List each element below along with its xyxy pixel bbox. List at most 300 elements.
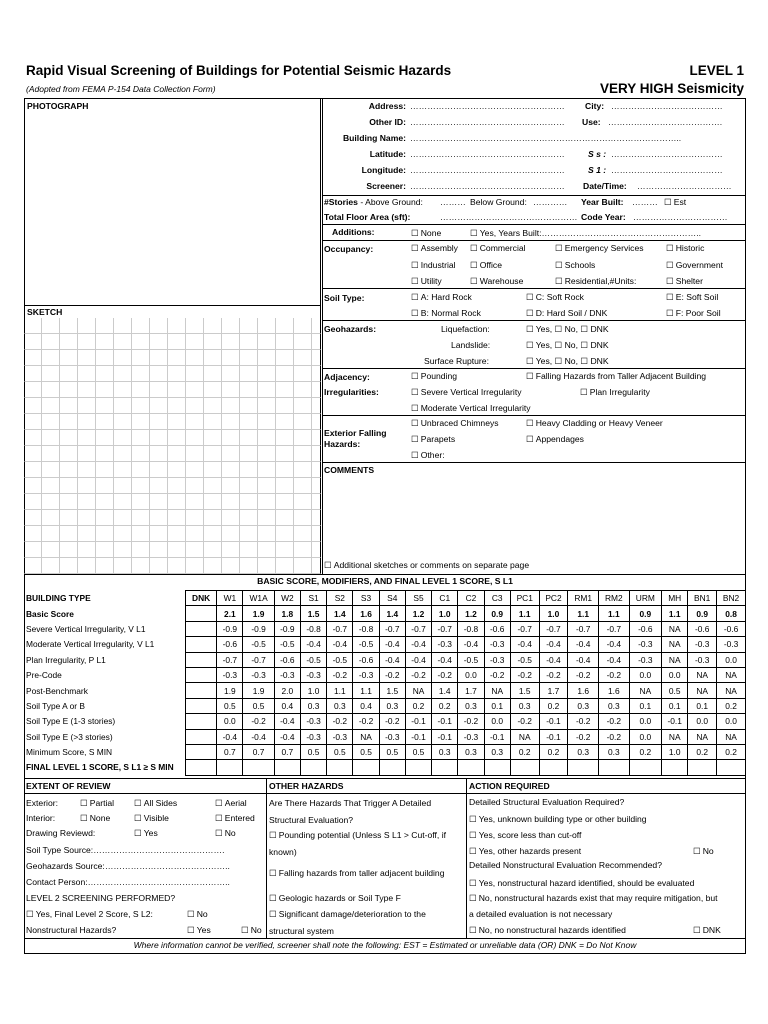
score-cell[interactable]: -0.2 bbox=[353, 714, 379, 729]
score-cell[interactable]: NA bbox=[629, 683, 662, 698]
soil-b[interactable]: ☐ B: Normal Rock bbox=[411, 308, 481, 319]
score-cell[interactable]: -0.4 bbox=[379, 652, 405, 667]
score-cell[interactable]: -0.9 bbox=[217, 621, 243, 636]
score-cell[interactable]: -0.7 bbox=[598, 621, 629, 636]
score-cell[interactable]: -0.3 bbox=[243, 667, 274, 682]
score-cell[interactable]: 0.0 bbox=[662, 667, 688, 682]
score-cell[interactable]: -0.2 bbox=[568, 667, 599, 682]
score-cell[interactable]: 1.6 bbox=[353, 606, 379, 621]
ext-parapets[interactable]: ☐ Parapets bbox=[411, 434, 455, 445]
score-cell[interactable]: -0.2 bbox=[458, 714, 484, 729]
action-b3-dnk[interactable]: ☐ DNK bbox=[693, 925, 721, 936]
score-cell[interactable]: 0.2 bbox=[539, 744, 568, 759]
score-cell[interactable]: 1.0 bbox=[662, 744, 688, 759]
score-cell[interactable]: 0.1 bbox=[662, 698, 688, 713]
ext-cladding[interactable]: ☐ Heavy Cladding or Heavy Veneer bbox=[526, 418, 663, 429]
score-cell[interactable]: NA bbox=[717, 667, 746, 682]
review-drawing-yes[interactable]: ☐ Yes bbox=[134, 828, 158, 839]
review-entered[interactable]: ☐ Entered bbox=[215, 813, 255, 824]
type-header-s3[interactable]: S3 bbox=[353, 591, 379, 606]
score-cell[interactable]: 1.4 bbox=[379, 606, 405, 621]
score-cell[interactable]: -0.3 bbox=[458, 729, 484, 744]
score-cell[interactable]: 1.4 bbox=[432, 683, 458, 698]
score-cell[interactable]: NA bbox=[484, 683, 510, 698]
est-checkbox[interactable]: ☐ Est bbox=[664, 197, 686, 208]
score-cell[interactable]: -0.6 bbox=[484, 621, 510, 636]
score-cell[interactable]: NA bbox=[405, 683, 431, 698]
type-header-w1[interactable]: W1 bbox=[217, 591, 243, 606]
score-cell[interactable]: -0.3 bbox=[629, 652, 662, 667]
irr-moderate[interactable]: ☐ Moderate Vertical Irregularity bbox=[411, 403, 531, 414]
score-cell[interactable]: -0.6 bbox=[688, 621, 717, 636]
score-cell[interactable]: -0.5 bbox=[353, 637, 379, 652]
s1-field[interactable]: ………………………………… bbox=[611, 165, 723, 175]
score-cell[interactable]: 0.1 bbox=[629, 698, 662, 713]
score-cell[interactable]: NA bbox=[662, 637, 688, 652]
type-header-w2[interactable]: W2 bbox=[274, 591, 300, 606]
score-cell[interactable]: -0.2 bbox=[568, 714, 599, 729]
occ-commercial[interactable]: ☐ Commercial bbox=[470, 243, 526, 254]
score-cell[interactable]: NA bbox=[662, 621, 688, 636]
score-cell[interactable]: -0.4 bbox=[274, 729, 300, 744]
action-a2[interactable]: ☐ Yes, score less than cut-off bbox=[469, 830, 581, 841]
review-partial[interactable]: ☐ Partial bbox=[80, 798, 114, 809]
score-cell[interactable]: 0.5 bbox=[353, 744, 379, 759]
score-cell[interactable]: -0.1 bbox=[484, 729, 510, 744]
score-cell[interactable]: 0.2 bbox=[629, 744, 662, 759]
score-cell[interactable]: 1.5 bbox=[379, 683, 405, 698]
score-cell[interactable]: -0.4 bbox=[405, 637, 431, 652]
score-cell[interactable]: -0.3 bbox=[327, 729, 353, 744]
type-header-c1[interactable]: C1 bbox=[432, 591, 458, 606]
final-score-cell[interactable] bbox=[539, 760, 568, 775]
score-cell[interactable]: -0.4 bbox=[568, 637, 599, 652]
score-cell[interactable]: 0.3 bbox=[484, 744, 510, 759]
level2-yes[interactable]: ☐ Yes, Final Level 2 Score, S L2: bbox=[26, 909, 153, 920]
occ-shelter[interactable]: ☐ Shelter bbox=[666, 276, 703, 287]
final-score-cell[interactable] bbox=[274, 760, 300, 775]
score-cell[interactable]: NA bbox=[688, 667, 717, 682]
score-cell[interactable]: 0.0 bbox=[458, 667, 484, 682]
action-a3-no[interactable]: ☐ No bbox=[693, 846, 714, 857]
occ-schools[interactable]: ☐ Schools bbox=[555, 260, 595, 271]
score-cell[interactable]: 0.3 bbox=[598, 698, 629, 713]
type-header-urm[interactable]: URM bbox=[629, 591, 662, 606]
other-falling[interactable]: ☐ Falling hazards from taller adjacent building bbox=[269, 868, 444, 879]
ext-chimneys[interactable]: ☐ Unbraced Chimneys bbox=[411, 418, 499, 429]
type-header-pc2[interactable]: PC2 bbox=[539, 591, 568, 606]
type-header-s5[interactable]: S5 bbox=[405, 591, 431, 606]
review-visible[interactable]: ☐ Visible bbox=[134, 813, 169, 824]
score-cell[interactable]: -0.5 bbox=[458, 652, 484, 667]
use-field[interactable]: …………………………………. bbox=[608, 117, 723, 127]
score-cell[interactable]: 0.2 bbox=[688, 744, 717, 759]
score-cell[interactable]: 1.9 bbox=[243, 606, 274, 621]
score-cell[interactable]: -0.2 bbox=[327, 667, 353, 682]
other-damage[interactable]: ☐ Significant damage/deterioration to the bbox=[269, 909, 426, 920]
score-cell[interactable]: -0.7 bbox=[568, 621, 599, 636]
score-cell[interactable]: -0.7 bbox=[405, 621, 431, 636]
score-cell[interactable]: 1.0 bbox=[539, 606, 568, 621]
score-cell[interactable]: -0.4 bbox=[379, 637, 405, 652]
score-cell[interactable]: NA bbox=[353, 729, 379, 744]
type-header-rm1[interactable]: RM1 bbox=[568, 591, 599, 606]
score-cell[interactable]: 0.0 bbox=[629, 729, 662, 744]
score-cell[interactable]: -0.3 bbox=[353, 667, 379, 682]
score-cell[interactable]: 0.5 bbox=[379, 744, 405, 759]
score-cell[interactable]: 0.9 bbox=[688, 606, 717, 621]
score-cell[interactable]: -0.4 bbox=[327, 637, 353, 652]
score-cell[interactable]: -0.7 bbox=[217, 652, 243, 667]
score-cell[interactable]: 0.3 bbox=[598, 744, 629, 759]
additions-none[interactable]: ☐ None bbox=[411, 228, 441, 239]
review-drawing-no[interactable]: ☐ No bbox=[215, 828, 236, 839]
score-cell[interactable]: 1.1 bbox=[353, 683, 379, 698]
score-cell[interactable]: 0.1 bbox=[688, 698, 717, 713]
score-cell[interactable]: -0.3 bbox=[688, 652, 717, 667]
final-score-cell[interactable] bbox=[353, 760, 379, 775]
score-cell[interactable]: -0.1 bbox=[662, 714, 688, 729]
type-header-s2[interactable]: S2 bbox=[327, 591, 353, 606]
score-cell[interactable]: -0.7 bbox=[379, 621, 405, 636]
type-header-bn1[interactable]: BN1 bbox=[688, 591, 717, 606]
score-cell[interactable]: -0.4 bbox=[274, 714, 300, 729]
final-score-cell[interactable] bbox=[510, 760, 539, 775]
score-cell[interactable]: 1.0 bbox=[300, 683, 326, 698]
score-cell[interactable]: -0.5 bbox=[327, 652, 353, 667]
score-cell[interactable]: -0.3 bbox=[379, 729, 405, 744]
additions-yes[interactable]: ☐ Yes, Years Built:……………………………………………….. bbox=[470, 228, 701, 239]
score-cell[interactable]: -0.2 bbox=[598, 729, 629, 744]
level2-no[interactable]: ☐ No bbox=[187, 909, 208, 920]
score-cell[interactable]: -0.2 bbox=[568, 729, 599, 744]
address-field[interactable]: ……………………………………………… bbox=[410, 101, 565, 111]
score-cell[interactable]: -0.1 bbox=[405, 729, 431, 744]
score-cell[interactable]: 0.3 bbox=[300, 698, 326, 713]
score-cell[interactable]: -0.2 bbox=[510, 667, 539, 682]
score-cell[interactable]: -0.2 bbox=[432, 667, 458, 682]
score-cell[interactable]: -0.7 bbox=[327, 621, 353, 636]
surface-rupture-options[interactable]: ☐ Yes, ☐ No, ☐ DNK bbox=[526, 356, 609, 367]
score-cell[interactable]: -0.1 bbox=[539, 729, 568, 744]
score-cell[interactable]: -0.2 bbox=[243, 714, 274, 729]
score-cell[interactable]: -0.3 bbox=[217, 667, 243, 682]
score-cell[interactable]: -0.3 bbox=[300, 729, 326, 744]
irr-severe[interactable]: ☐ Severe Vertical Irregularity bbox=[411, 387, 522, 398]
score-cell[interactable]: 0.7 bbox=[243, 744, 274, 759]
final-score-cell[interactable] bbox=[458, 760, 484, 775]
review-all-sides[interactable]: ☐ All Sides bbox=[134, 798, 177, 809]
score-cell[interactable]: -0.2 bbox=[510, 714, 539, 729]
score-cell[interactable]: -0.4 bbox=[300, 637, 326, 652]
score-cell[interactable]: 0.0 bbox=[688, 714, 717, 729]
floor-area-field[interactable]: ………………………………………… bbox=[440, 212, 578, 222]
final-score-cell[interactable] bbox=[662, 760, 688, 775]
score-cell[interactable]: -0.1 bbox=[539, 714, 568, 729]
score-cell[interactable]: -0.4 bbox=[432, 652, 458, 667]
occ-residential[interactable]: ☐ Residential,#Units: bbox=[555, 276, 636, 287]
score-cell[interactable]: 2.1 bbox=[217, 606, 243, 621]
score-cell[interactable]: 1.9 bbox=[217, 683, 243, 698]
score-cell[interactable]: 0.7 bbox=[217, 744, 243, 759]
final-score-cell[interactable] bbox=[629, 760, 662, 775]
score-cell[interactable]: 0.5 bbox=[243, 698, 274, 713]
type-header-w1a[interactable]: W1A bbox=[243, 591, 274, 606]
city-field[interactable]: ………………………………… bbox=[611, 101, 723, 111]
score-cell[interactable]: -0.2 bbox=[598, 714, 629, 729]
building-name-field[interactable]: ………………………………………………………………………………….. bbox=[410, 133, 682, 143]
score-cell[interactable]: 1.5 bbox=[300, 606, 326, 621]
score-cell[interactable]: -0.2 bbox=[379, 667, 405, 682]
score-cell[interactable]: 0.5 bbox=[405, 744, 431, 759]
sketch-grid[interactable] bbox=[24, 318, 321, 574]
score-cell[interactable]: 0.3 bbox=[458, 744, 484, 759]
score-cell[interactable]: 1.7 bbox=[539, 683, 568, 698]
soil-f[interactable]: ☐ F: Poor Soil bbox=[666, 308, 721, 319]
occ-office[interactable]: ☐ Office bbox=[470, 260, 502, 271]
ext-appendages[interactable]: ☐ Appendages bbox=[526, 434, 584, 445]
score-cell[interactable]: 0.0 bbox=[217, 714, 243, 729]
score-cell[interactable]: NA bbox=[688, 729, 717, 744]
action-b3[interactable]: ☐ No, no nonstructural hazards identified bbox=[469, 925, 626, 936]
final-score-cell[interactable] bbox=[405, 760, 431, 775]
irr-plan[interactable]: ☐ Plan Irregularity bbox=[580, 387, 650, 398]
occ-historic[interactable]: ☐ Historic bbox=[666, 243, 704, 254]
score-cell[interactable]: 0.5 bbox=[300, 744, 326, 759]
score-cell[interactable]: -0.2 bbox=[327, 714, 353, 729]
score-cell[interactable]: -0.5 bbox=[510, 652, 539, 667]
score-cell[interactable]: -0.4 bbox=[217, 729, 243, 744]
score-cell[interactable]: 0.0 bbox=[629, 667, 662, 682]
score-cell[interactable]: 1.8 bbox=[274, 606, 300, 621]
ss-field[interactable]: ………………………………… bbox=[611, 149, 723, 159]
latitude-field[interactable]: ……………………………………………… bbox=[410, 149, 565, 159]
score-cell[interactable]: 0.2 bbox=[405, 698, 431, 713]
other-geologic[interactable]: ☐ Geologic hazards or Soil Type F bbox=[269, 893, 401, 904]
score-cell[interactable]: -0.5 bbox=[300, 652, 326, 667]
score-cell[interactable]: -0.4 bbox=[243, 729, 274, 744]
type-header-pc1[interactable]: PC1 bbox=[510, 591, 539, 606]
final-score-cell[interactable] bbox=[717, 760, 746, 775]
soil-source[interactable]: Soil Type Source:………………………………………. bbox=[26, 845, 225, 855]
other-id-field[interactable]: ……………………………………………… bbox=[410, 117, 565, 127]
score-cell[interactable]: 1.1 bbox=[662, 606, 688, 621]
type-header-c2[interactable]: C2 bbox=[458, 591, 484, 606]
score-cell[interactable]: -0.4 bbox=[598, 637, 629, 652]
score-cell[interactable]: 0.8 bbox=[717, 606, 746, 621]
occ-emergency[interactable]: ☐ Emergency Services bbox=[555, 243, 644, 254]
score-cell[interactable]: -0.3 bbox=[484, 652, 510, 667]
score-cell[interactable]: -0.5 bbox=[243, 637, 274, 652]
type-header-s4[interactable]: S4 bbox=[379, 591, 405, 606]
review-none[interactable]: ☐ None bbox=[80, 813, 110, 824]
score-cell[interactable]: -0.6 bbox=[353, 652, 379, 667]
longitude-field[interactable]: ……………………………………………… bbox=[410, 165, 565, 175]
score-cell[interactable]: 0.9 bbox=[484, 606, 510, 621]
score-cell[interactable]: -0.4 bbox=[510, 637, 539, 652]
score-cell[interactable]: -0.5 bbox=[274, 637, 300, 652]
final-score-cell[interactable] bbox=[379, 760, 405, 775]
score-cell[interactable]: NA bbox=[717, 729, 746, 744]
final-score-cell[interactable] bbox=[432, 760, 458, 775]
final-score-cell[interactable] bbox=[598, 760, 629, 775]
score-cell[interactable]: -0.3 bbox=[688, 637, 717, 652]
score-cell[interactable]: 2.0 bbox=[274, 683, 300, 698]
score-cell[interactable]: -0.3 bbox=[717, 637, 746, 652]
score-cell[interactable]: -0.9 bbox=[243, 621, 274, 636]
soil-e[interactable]: ☐ E: Soft Soil bbox=[666, 292, 718, 303]
score-cell[interactable]: -0.3 bbox=[274, 667, 300, 682]
score-cell[interactable]: -0.2 bbox=[405, 667, 431, 682]
score-cell[interactable]: 0.0 bbox=[484, 714, 510, 729]
score-cell[interactable]: 1.0 bbox=[432, 606, 458, 621]
score-cell[interactable]: 1.6 bbox=[568, 683, 599, 698]
final-score-cell[interactable] bbox=[243, 760, 274, 775]
score-cell[interactable]: -0.2 bbox=[539, 667, 568, 682]
score-cell[interactable]: -0.2 bbox=[379, 714, 405, 729]
final-score-cell[interactable] bbox=[484, 760, 510, 775]
type-header-rm2[interactable]: RM2 bbox=[598, 591, 629, 606]
adj-falling[interactable]: ☐ Falling Hazards from Taller Adjacent Building bbox=[526, 371, 706, 382]
score-cell[interactable]: 1.9 bbox=[243, 683, 274, 698]
score-cell[interactable]: 0.5 bbox=[662, 683, 688, 698]
score-cell[interactable]: -0.1 bbox=[432, 729, 458, 744]
below-ground-field[interactable]: ………… bbox=[533, 197, 568, 207]
score-cell[interactable]: 0.9 bbox=[629, 606, 662, 621]
liquefaction-options[interactable]: ☐ Yes, ☐ No, ☐ DNK bbox=[526, 324, 609, 335]
score-cell[interactable]: -0.7 bbox=[432, 621, 458, 636]
datetime-field[interactable]: …………………………… bbox=[637, 181, 732, 191]
score-cell[interactable]: 0.3 bbox=[379, 698, 405, 713]
score-cell[interactable]: 0.2 bbox=[432, 698, 458, 713]
score-cell[interactable]: 0.1 bbox=[484, 698, 510, 713]
type-header-c3[interactable]: C3 bbox=[484, 591, 510, 606]
score-cell[interactable]: -0.7 bbox=[539, 621, 568, 636]
occ-government[interactable]: ☐ Government bbox=[666, 260, 723, 271]
occ-assembly[interactable]: ☐ Assembly bbox=[411, 243, 458, 254]
score-cell[interactable]: -0.4 bbox=[539, 652, 568, 667]
geo-source[interactable]: Geohazards Source:…………………………………….. bbox=[26, 861, 230, 871]
occ-industrial[interactable]: ☐ Industrial bbox=[411, 260, 456, 271]
final-score-cell[interactable] bbox=[688, 760, 717, 775]
score-cell[interactable]: -0.3 bbox=[432, 637, 458, 652]
score-cell[interactable]: -0.4 bbox=[568, 652, 599, 667]
score-cell[interactable]: 1.1 bbox=[598, 606, 629, 621]
nonstructural-yes[interactable]: ☐ Yes bbox=[187, 925, 211, 936]
score-cell[interactable]: 0.2 bbox=[539, 698, 568, 713]
type-header-bn2[interactable]: BN2 bbox=[717, 591, 746, 606]
year-built-field[interactable]: ……… bbox=[632, 197, 658, 207]
score-cell[interactable]: 0.7 bbox=[274, 744, 300, 759]
score-cell[interactable]: -0.9 bbox=[274, 621, 300, 636]
score-cell[interactable]: -0.2 bbox=[484, 667, 510, 682]
occ-utility[interactable]: ☐ Utility bbox=[411, 276, 442, 287]
score-cell[interactable]: -0.3 bbox=[484, 637, 510, 652]
score-cell[interactable]: 0.3 bbox=[327, 698, 353, 713]
soil-d[interactable]: ☐ D: Hard Soil / DNK bbox=[526, 308, 607, 319]
score-cell[interactable]: 0.0 bbox=[717, 714, 746, 729]
score-cell[interactable]: 0.0 bbox=[717, 652, 746, 667]
score-cell[interactable]: 1.2 bbox=[405, 606, 431, 621]
score-cell[interactable]: 1.7 bbox=[458, 683, 484, 698]
final-score-cell[interactable] bbox=[217, 760, 243, 775]
adj-pounding[interactable]: ☐ Pounding bbox=[411, 371, 457, 382]
score-cell[interactable]: -0.3 bbox=[629, 637, 662, 652]
score-cell[interactable]: -0.1 bbox=[405, 714, 431, 729]
score-cell[interactable]: -0.1 bbox=[432, 714, 458, 729]
score-cell[interactable]: -0.8 bbox=[300, 621, 326, 636]
score-cell[interactable]: 0.5 bbox=[217, 698, 243, 713]
contact-person[interactable]: Contact Person:………………………………………….. bbox=[26, 877, 230, 887]
score-cell[interactable]: NA bbox=[662, 652, 688, 667]
score-cell[interactable]: -0.6 bbox=[217, 637, 243, 652]
soil-c[interactable]: ☐ C: Soft Rock bbox=[526, 292, 584, 303]
score-cell[interactable]: -0.7 bbox=[510, 621, 539, 636]
score-cell[interactable]: 0.3 bbox=[568, 744, 599, 759]
score-cell[interactable]: -0.2 bbox=[598, 667, 629, 682]
type-header-s1[interactable]: S1 bbox=[300, 591, 326, 606]
score-cell[interactable]: 1.4 bbox=[327, 606, 353, 621]
action-b2[interactable]: ☐ No, nonstructural hazards exist that may require mitigation, but bbox=[469, 893, 718, 904]
score-cell[interactable]: 0.2 bbox=[717, 744, 746, 759]
score-cell[interactable]: 0.3 bbox=[432, 744, 458, 759]
score-cell[interactable]: 0.4 bbox=[353, 698, 379, 713]
screener-field[interactable]: ……………………………………………… bbox=[410, 181, 565, 191]
score-cell[interactable]: -0.6 bbox=[629, 621, 662, 636]
score-cell[interactable]: 0.4 bbox=[274, 698, 300, 713]
final-score-cell[interactable] bbox=[568, 760, 599, 775]
score-cell[interactable]: -0.4 bbox=[539, 637, 568, 652]
score-cell[interactable]: -0.6 bbox=[717, 621, 746, 636]
score-cell[interactable]: NA bbox=[717, 683, 746, 698]
score-cell[interactable]: 1.1 bbox=[510, 606, 539, 621]
score-cell[interactable]: 1.6 bbox=[598, 683, 629, 698]
score-cell[interactable]: -0.6 bbox=[274, 652, 300, 667]
score-cell[interactable]: NA bbox=[662, 729, 688, 744]
soil-a[interactable]: ☐ A: Hard Rock bbox=[411, 292, 472, 303]
score-cell[interactable]: 1.1 bbox=[327, 683, 353, 698]
score-cell[interactable]: NA bbox=[510, 729, 539, 744]
final-score-cell[interactable] bbox=[300, 760, 326, 775]
additional-sketches-checkbox[interactable]: ☐ Additional sketches or comments on separate page bbox=[324, 560, 529, 571]
other-pounding[interactable]: ☐ Pounding potential (Unless S L1 > Cut-off, if bbox=[269, 830, 446, 841]
score-cell[interactable]: 1.1 bbox=[568, 606, 599, 621]
score-cell[interactable]: -0.4 bbox=[598, 652, 629, 667]
score-cell[interactable]: 0.3 bbox=[568, 698, 599, 713]
score-cell[interactable]: 0.0 bbox=[629, 714, 662, 729]
above-ground-field[interactable]: ……… bbox=[440, 197, 466, 207]
final-score-cell[interactable] bbox=[327, 760, 353, 775]
score-cell[interactable]: -0.4 bbox=[458, 637, 484, 652]
score-cell[interactable]: 0.5 bbox=[327, 744, 353, 759]
action-b1[interactable]: ☐ Yes, nonstructural hazard identified, should be evaluated bbox=[469, 878, 694, 889]
score-cell[interactable]: 0.3 bbox=[458, 698, 484, 713]
score-cell[interactable]: 0.3 bbox=[510, 698, 539, 713]
occ-warehouse[interactable]: ☐ Warehouse bbox=[470, 276, 523, 287]
score-cell[interactable]: -0.3 bbox=[300, 714, 326, 729]
score-cell[interactable]: -0.7 bbox=[243, 652, 274, 667]
nonstructural-no[interactable]: ☐ No bbox=[241, 925, 262, 936]
action-a1[interactable]: ☐ Yes, unknown building type or other building bbox=[469, 814, 647, 825]
landslide-options[interactable]: ☐ Yes, ☐ No, ☐ DNK bbox=[526, 340, 609, 351]
code-year-field[interactable]: …………………………… bbox=[633, 212, 728, 222]
type-header-mh[interactable]: MH bbox=[662, 591, 688, 606]
ext-other[interactable]: ☐ Other: bbox=[411, 450, 445, 461]
score-cell[interactable]: -0.3 bbox=[300, 667, 326, 682]
review-aerial[interactable]: ☐ Aerial bbox=[215, 798, 247, 809]
action-a3[interactable]: ☐ Yes, other hazards present bbox=[469, 846, 581, 857]
score-cell[interactable]: 0.2 bbox=[717, 698, 746, 713]
